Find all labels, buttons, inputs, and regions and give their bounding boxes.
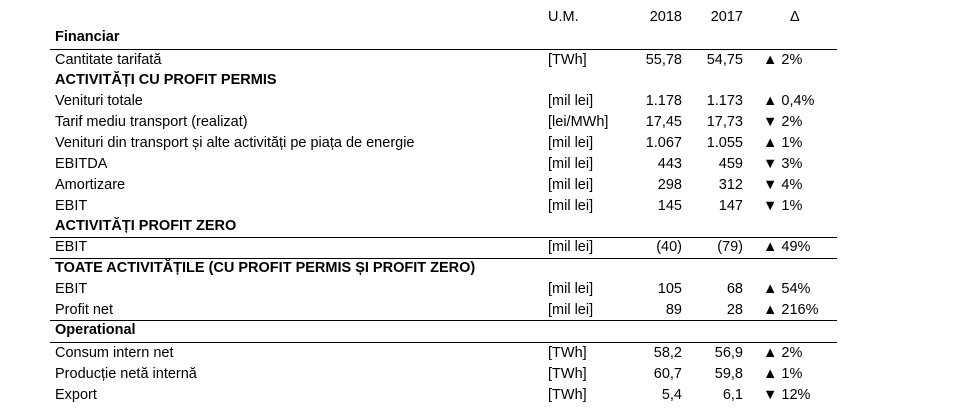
unit-cell: [mil lei] xyxy=(548,177,594,193)
value-2018: 1.178 xyxy=(645,93,682,109)
value-2018: 58,2 xyxy=(653,345,682,361)
table-row xyxy=(50,175,837,196)
unit-cell: [mil lei] xyxy=(548,156,594,172)
value-2018: 89 xyxy=(665,302,682,318)
unit-cell: [lei/MWh] xyxy=(548,114,609,130)
value-2017: 17,73 xyxy=(706,114,743,130)
value-2017: 54,75 xyxy=(706,52,743,68)
unit-cell: [mil lei] xyxy=(548,93,594,109)
value-2017: 1.055 xyxy=(706,135,743,151)
value-2018: 105 xyxy=(657,281,682,297)
value-2018: 1.067 xyxy=(645,135,682,151)
table-row xyxy=(50,154,837,175)
table-row xyxy=(50,237,837,258)
header-year-2017: 2017 xyxy=(710,9,743,25)
table-row xyxy=(50,133,837,154)
delta-cell: ▲ 2% xyxy=(763,345,803,361)
table-row xyxy=(50,300,837,321)
unit-cell: [mil lei] xyxy=(548,198,594,214)
value-2018: 443 xyxy=(657,156,682,172)
unit-cell: [mil lei] xyxy=(548,281,594,297)
value-2017: 312 xyxy=(718,177,743,193)
value-2017: 68 xyxy=(726,281,743,297)
delta-cell: ▲ 54% xyxy=(763,281,811,297)
table-row xyxy=(50,112,837,133)
delta-cell: ▼ 4% xyxy=(763,177,803,193)
value-2017: 59,8 xyxy=(714,366,743,382)
row-label: Profit net xyxy=(55,302,114,318)
delta-cell: ▲ 2% xyxy=(763,52,803,68)
value-2018: 298 xyxy=(657,177,682,193)
delta-cell: ▲ 0,4% xyxy=(763,93,815,109)
delta-cell: ▼ 3% xyxy=(763,156,803,172)
table-row xyxy=(50,196,837,217)
row-label: Producție netă internă xyxy=(55,366,197,382)
section-heading xyxy=(50,27,837,48)
row-label: Tarif mediu transport (realizat) xyxy=(55,114,248,130)
value-2018: 17,45 xyxy=(645,114,682,130)
section-heading xyxy=(50,216,837,237)
unit-cell: [TWh] xyxy=(548,52,587,68)
unit-cell: [TWh] xyxy=(548,345,587,361)
table-row xyxy=(50,385,837,406)
delta-cell: ▲ 1% xyxy=(763,366,803,382)
table-row xyxy=(50,279,837,300)
table-row xyxy=(50,364,837,385)
unit-cell: [TWh] xyxy=(548,366,587,382)
section-heading xyxy=(50,70,837,91)
value-2017: 28 xyxy=(726,302,743,318)
unit-cell: [mil lei] xyxy=(548,239,594,255)
value-2017: 1.173 xyxy=(706,93,743,109)
delta-cell: ▼ 12% xyxy=(763,387,811,403)
row-label: Venituri totale xyxy=(55,93,143,109)
delta-cell: ▲ 216% xyxy=(763,302,819,318)
unit-cell: [mil lei] xyxy=(548,135,594,151)
header-year-2018: 2018 xyxy=(649,9,682,25)
row-label: EBIT xyxy=(55,239,88,255)
row-label: ACTIVITĂȚI CU PROFIT PERMIS xyxy=(55,72,277,88)
row-label: ACTIVITĂȚI PROFIT ZERO xyxy=(55,218,237,234)
value-2017: 6,1 xyxy=(722,387,743,403)
table-row xyxy=(50,50,837,71)
value-2018: 60,7 xyxy=(653,366,682,382)
row-label: Consum intern net xyxy=(55,345,174,361)
header-delta: Δ xyxy=(790,9,800,25)
table-row xyxy=(50,343,837,364)
value-2017: 459 xyxy=(718,156,743,172)
value-2018: 55,78 xyxy=(645,52,682,68)
value-2017: 147 xyxy=(718,198,743,214)
table-row xyxy=(50,91,837,112)
delta-cell: ▼ 1% xyxy=(763,198,803,214)
row-label: EBIT xyxy=(55,198,88,214)
value-2017: (79) xyxy=(717,239,743,255)
value-2018: 5,4 xyxy=(661,387,682,403)
header-um: U.M. xyxy=(548,9,579,25)
value-2018: (40) xyxy=(656,239,682,255)
unit-cell: [TWh] xyxy=(548,387,587,403)
delta-cell: ▲ 1% xyxy=(763,135,803,151)
unit-cell: [mil lei] xyxy=(548,302,594,318)
row-label: Operational xyxy=(55,322,136,338)
section-heading xyxy=(50,320,837,341)
value-2017: 56,9 xyxy=(714,345,743,361)
row-label: TOATE ACTIVITĂȚILE (CU PROFIT PERMIS ȘI PROFIT ZERO) xyxy=(55,260,476,276)
section-heading xyxy=(50,258,837,279)
row-label: Cantitate tarifată xyxy=(55,52,162,68)
row-label: Venituri din transport și alte activități pe piața de energie xyxy=(55,135,415,151)
delta-cell: ▲ 49% xyxy=(763,239,811,255)
delta-cell: ▼ 2% xyxy=(763,114,803,130)
row-label: EBITDA xyxy=(55,156,108,172)
row-label: EBIT xyxy=(55,281,88,297)
row-label: Amortizare xyxy=(55,177,126,193)
row-label: Financiar xyxy=(55,29,120,45)
row-label: Export xyxy=(55,387,97,403)
value-2018: 145 xyxy=(657,198,682,214)
